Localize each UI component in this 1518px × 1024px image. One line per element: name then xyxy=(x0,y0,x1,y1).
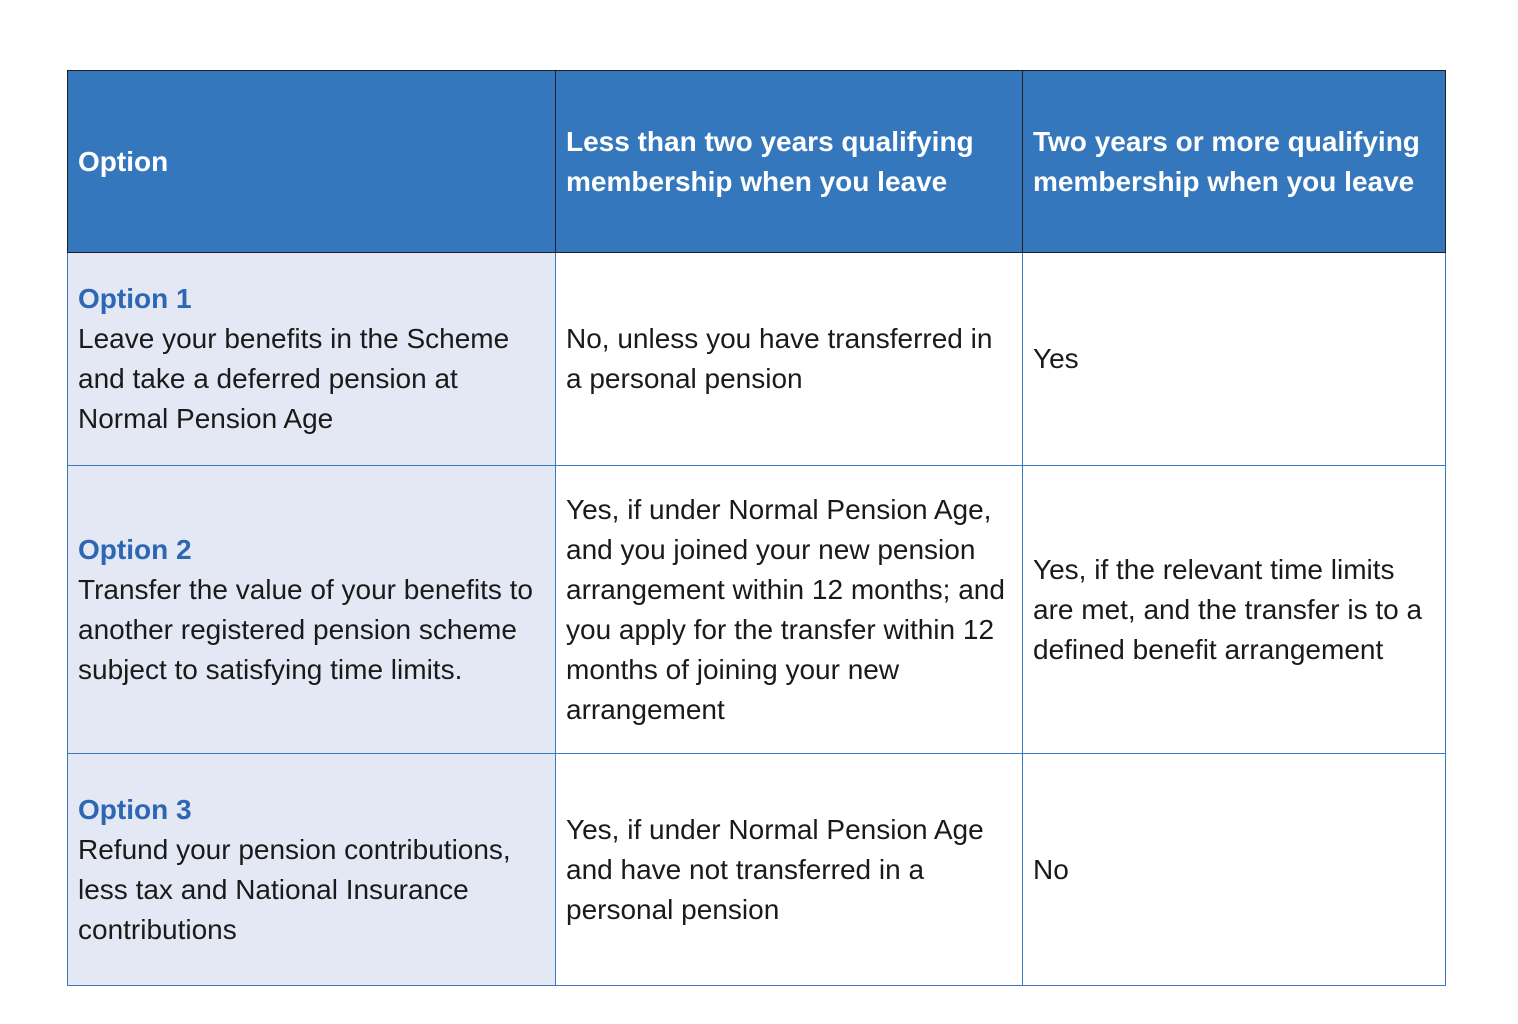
less-than-two-years-cell: Yes, if under Normal Pension Age and have not transferred in a personal pension xyxy=(556,754,1023,986)
less-than-two-years-cell: No, unless you have transferred in a personal pension xyxy=(556,253,1023,466)
option-title: Option 1 xyxy=(78,283,192,314)
header-option: Option xyxy=(68,71,556,253)
table-row xyxy=(68,754,1446,986)
less-than-two-years-cell: Yes, if under Normal Pension Age, and you joined your new pension arrangement within 12 months; and you apply for the transfer within 12 months of joining your new arrangement xyxy=(556,466,1023,754)
header-row xyxy=(68,71,1446,253)
two-years-or-more-cell: Yes, if the relevant time limits are met, and the transfer is to a defined benefit arrangement xyxy=(1023,466,1446,754)
option-cell xyxy=(68,253,556,466)
header-two-years-or-more: Two years or more qualifying membership when you leave xyxy=(1023,71,1446,253)
option-cell xyxy=(68,466,556,754)
header-less-than-two-years: Less than two years qualifying membership when you leave xyxy=(556,71,1023,253)
two-years-or-more-cell: No xyxy=(1023,754,1446,986)
option-title: Option 2 xyxy=(78,533,192,565)
option-description: Leave your benefits in the Scheme and take a deferred pension at Normal Pension Age xyxy=(78,323,510,434)
options-table xyxy=(67,70,1446,986)
table-row xyxy=(68,253,1446,466)
two-years-or-more-cell: Yes xyxy=(1023,253,1446,466)
option-description: Transfer the value of your benefits to another registered pension scheme subject to satisfying time limits. xyxy=(78,573,533,685)
table-row xyxy=(68,466,1446,754)
option-cell xyxy=(68,754,556,986)
option-description: Refund your pension contributions, less tax and National Insurance contributions xyxy=(78,833,511,945)
option-title: Option 3 xyxy=(78,793,192,825)
